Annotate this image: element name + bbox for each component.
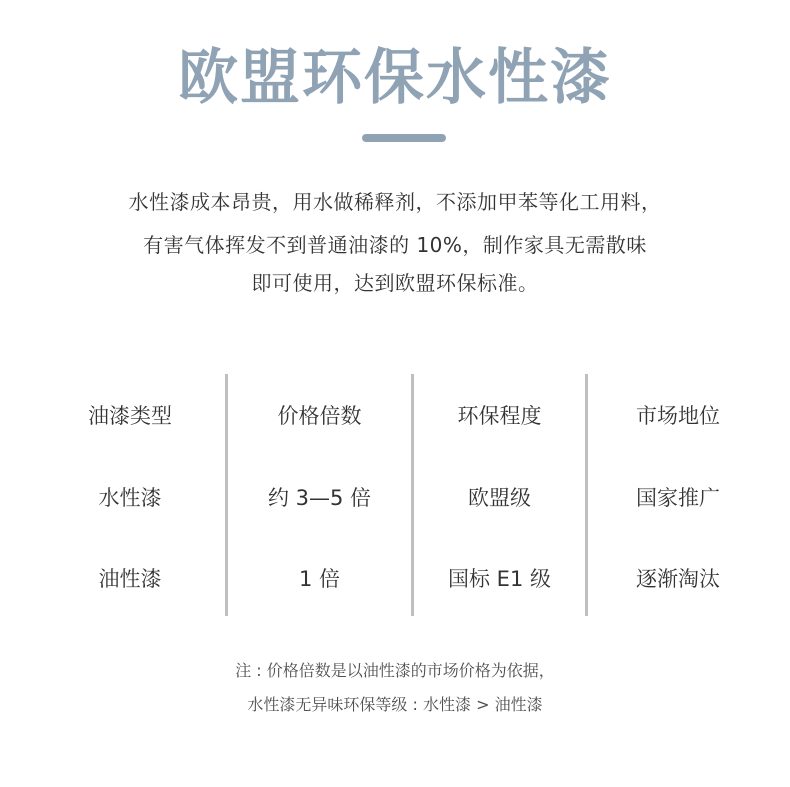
footnote-line-1: 注 : 价格倍数是以油性漆的市场价格为依据， [235, 661, 555, 680]
cell-price: 1 倍 [298, 567, 341, 591]
cell-market: 逐渐淘汰 [636, 567, 720, 591]
page-title: 欧盟环保水性漆 [178, 43, 612, 113]
footnote-line-2: 水性漆无异味环保等级 : 水性漆 > 油性漆 [247, 695, 543, 714]
header-paint-type: 油漆类型 [88, 404, 172, 428]
header-market-position: 市场地位 [636, 404, 720, 428]
header-eco-level: 环保程度 [457, 404, 542, 428]
cell-eco: 国标 E1 级 [448, 567, 551, 591]
description-line-3: 即可使用，达到欧盟环保标准。 [251, 271, 539, 295]
description-line-2: 有害气体挥发不到普通油漆的 10%，制作家具无需散味 [143, 233, 647, 257]
cell-price: 约 3—5 倍 [267, 486, 372, 510]
description-line-1: 水性漆成本昂贵，用水做稀释剂，不添加甲苯等化工用料， [128, 190, 662, 214]
header-price-multiple: 价格倍数 [277, 404, 362, 428]
title-underline [362, 134, 446, 142]
cell-type: 油性漆 [98, 567, 162, 591]
cell-eco: 欧盟级 [468, 486, 531, 510]
cell-market: 国家推广 [636, 486, 720, 510]
cell-type: 水性漆 [98, 486, 162, 510]
